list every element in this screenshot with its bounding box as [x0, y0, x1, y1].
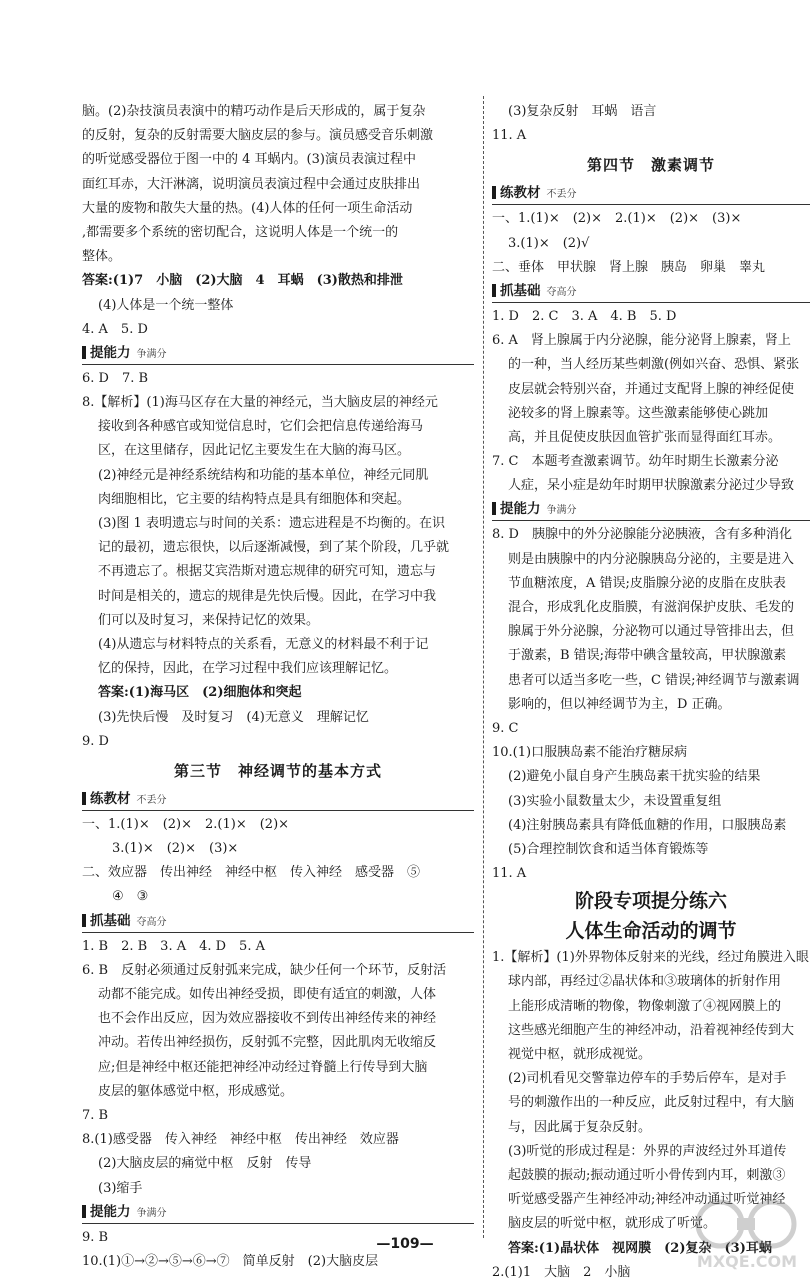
text-line: 号的刺激作出的一种反应，此反射过程中，有大脑 — [508, 1095, 795, 1111]
unit-title: 人体生命活动的调节 — [565, 920, 737, 943]
text-line: (2)避免小鼠自身产生胰岛素干扰实验的结果 — [508, 769, 761, 785]
header-bar-icon — [82, 914, 86, 927]
text-line: 1. B 2. B 3. A 4. D 5. A — [82, 938, 265, 954]
text-line: 皮层的躯体感觉中枢，形成感觉。 — [98, 1083, 294, 1099]
watermark-logo — [692, 1196, 802, 1276]
text-line: 7. B — [82, 1107, 109, 1123]
text-line: 听觉感受器产生神经冲动;神经冲动通过听觉神经 — [508, 1192, 786, 1208]
text-line: 接收到各种感官或知觉信息时，它们会把信息传递给海马 — [98, 419, 424, 435]
header-title: 抓基础 — [90, 912, 131, 929]
text-line: 脑。(2)杂技演员表演中的精巧动作是后天形成的，属于复杂 — [82, 104, 426, 119]
text-line: 6. D 7. B — [82, 370, 149, 386]
text-line: 11. A — [492, 128, 527, 144]
text-line: 球内部，再经过②晶状体和③玻璃体的折射作用 — [508, 974, 782, 990]
text-line: 则是由胰腺中的内分泌腺胰岛分泌的，主要是进入 — [508, 551, 795, 567]
text-line: 不再遗忘了。根据艾宾浩斯对遗忘规律的研究可知，遗忘与 — [98, 564, 437, 580]
text-line: 8. D 胰腺中的外分泌腺能分泌胰液，含有多种消化 — [492, 527, 792, 543]
text-line: 面红耳赤，大汗淋漓，说明演员表演过程中会通过皮肤排出 — [82, 176, 421, 192]
text-line: (3)缩手 — [98, 1180, 143, 1196]
text-line: 皮层就会特别兴奋，并通过支配肾上腺的神经促使 — [508, 381, 795, 397]
header-bar-icon — [82, 1205, 86, 1218]
section-title: 第三节 神经调节的基本方式 — [173, 761, 382, 780]
right-column — [492, 100, 810, 1285]
section-header — [82, 910, 474, 933]
header-subtitle: 争满分 — [136, 1207, 167, 1219]
text-line: 节血糖浓度，A 错误;皮脂腺分泌的皮脂在皮肤表 — [508, 575, 786, 591]
section-header — [492, 280, 810, 303]
text-line: ④ ③ — [112, 889, 149, 905]
header-title: 提能力 — [90, 1203, 131, 1220]
header-subtitle: 不丢分 — [546, 189, 577, 201]
text-line: (2)神经元是神经系统结构和功能的基本单位，神经元同肌 — [98, 467, 429, 483]
text-line: 8.(1)感受器 传入神经 神经中枢 传出神经 效应器 — [82, 1132, 399, 1148]
section-header — [492, 182, 810, 205]
text-line: 冲动。若传出神经损伤，反射弧不完整，因此肌肉无收缩反 — [98, 1035, 437, 1051]
text-line: (4)人体是一个统一整体 — [98, 297, 234, 313]
text-line: 记的最初，遗忘很快，以后逐渐减慢，到了某个阶段，几乎就 — [98, 540, 450, 556]
left-column — [82, 100, 474, 1274]
text-line: 大量的废物和散失大量的热。(4)人体的任何一项生命活动 — [82, 200, 413, 216]
header-subtitle: 争满分 — [546, 505, 577, 517]
text-line: 3.(1)× (2)√ — [508, 235, 590, 251]
section-header — [82, 788, 474, 811]
text-line: 一、1.(1)× (2)× 2.(1)× (2)× — [82, 816, 290, 832]
text-line: 时间是相关的，遗忘的规律是先快后慢。因此，在学习中我 — [98, 588, 437, 604]
header-subtitle: 争满分 — [136, 348, 167, 360]
text-line: 起鼓膜的振动;振动通过听小骨传到内耳，刺激③ — [508, 1167, 786, 1183]
text-line: (4)注射胰岛素具有降低血糖的作用，口服胰岛素 — [508, 817, 787, 833]
section-header — [82, 342, 474, 365]
text-line: 6. B 反射必须通过反射弧来完成，缺少任何一个环节，反射活 — [82, 962, 447, 978]
text-line: 人症，呆小症是幼年时期甲状腺激素分泌过少导致 — [508, 478, 795, 494]
watermark-icon — [692, 1196, 802, 1252]
text-line: 答案:(1)海马区 (2)细胞体和突起 — [98, 685, 302, 701]
text-line: 们可以及时复习，来保持记忆的效果。 — [98, 612, 320, 628]
text-line: 二、效应器 传出神经 神经中枢 传入神经 感受器 ⑤ — [82, 865, 421, 881]
text-line: (5)合理控制饮食和适当体育锻炼等 — [508, 841, 709, 857]
text-line: 与，因此属于复杂反射。 — [508, 1119, 652, 1135]
page-number: —109— — [376, 1236, 434, 1252]
text-line: (3)图 1 表明遗忘与时间的关系：遗忘进程是不均衡的。在识 — [98, 516, 445, 531]
text-line: 动都不能完成。如传出神经受损，即使有适宜的刺激，人体 — [98, 987, 437, 1002]
text-line: 二、垂体 甲状腺 肾上腺 胰岛 卵巢 睾丸 — [492, 259, 766, 275]
text-line: 高，并且促使皮肤因血管扩张而显得面红耳赤。 — [508, 429, 782, 445]
header-bar-icon — [82, 792, 86, 805]
text-line: 10.(1)口服胰岛素不能治疗糖尿病 — [492, 745, 688, 761]
header-bar-icon — [492, 284, 496, 297]
column-divider — [483, 96, 484, 1238]
section-header — [492, 498, 810, 521]
text-line: 忆的保持，因此，在学习过程中我们应该理解记忆。 — [98, 661, 398, 677]
text-line: 于激素，B 错误;海带中碘含量较高，甲状腺激素 — [508, 648, 787, 664]
header-subtitle: 夺高分 — [136, 916, 167, 928]
text-line: 这些感光细胞产生的神经冲动，沿着视神经传到大 — [508, 1022, 795, 1038]
text-line: 整体。 — [82, 249, 122, 265]
text-line: (3)实验小鼠数量太少，未设置重复组 — [508, 793, 722, 809]
text-line: (2)大脑皮层的痛觉中枢 反射 传导 — [98, 1156, 312, 1172]
watermark-text: MXQE.COM — [696, 1252, 798, 1271]
text-line: 区，在这里储存，因此记忆主要发生在大脑的海马区。 — [98, 443, 411, 459]
header-title: 练教材 — [90, 790, 131, 807]
text-line: 患者可以适当多吃一些，C 错误;神经调节与激素调 — [508, 672, 800, 688]
header-bar-icon — [492, 186, 496, 199]
text-line: 答案:(1)晶状体 视网膜 (2)复杂 (3)耳蜗 — [508, 1240, 772, 1256]
text-line: 1.【解析】(1)外界物体反射来的光线，经过角膜进入眼 — [492, 950, 809, 966]
section-title: 第四节 激素调节 — [586, 156, 715, 175]
text-line: 脑皮层的听觉中枢，就形成了听觉。 — [508, 1216, 717, 1232]
text-line: 9. B — [82, 1229, 109, 1245]
text-line: (3)先快后慢 及时复习 (4)无意义 理解记忆 — [98, 709, 369, 725]
unit-title: 阶段专项提分练六 — [574, 890, 727, 913]
text-line: (3)复杂反射 耳蜗 语言 — [508, 104, 657, 119]
text-line: 7. C 本题考查激素调节。幼年时期生长激素分泌 — [492, 454, 779, 470]
header-subtitle: 夺高分 — [546, 286, 577, 298]
header-title: 提能力 — [90, 344, 131, 361]
text-line: 混合，形成乳化皮脂膜，有滋润保护皮肤、毛发的 — [508, 600, 795, 615]
text-line: 1. D 2. C 3. A 4. B 5. D — [492, 308, 677, 324]
text-line: 视觉中枢，就形成视觉。 — [508, 1047, 652, 1062]
header-title: 抓基础 — [500, 282, 541, 299]
text-line: 的一种，当人经历某些刺激(例如兴奋、恐惧、紧张 — [508, 357, 800, 373]
text-line: 应;但是神经中枢还能把神经冲动经过脊髓上行传导到大脑 — [98, 1059, 428, 1075]
text-line: 6. A 肾上腺属于内分泌腺，能分泌肾上腺素，肾上 — [492, 333, 791, 349]
text-line: (4)从遗忘与材料特点的关系看，无意义的材料最不利于记 — [98, 636, 429, 652]
text-line: 肉细胞相比，它主要的结构特点是具有细胞体和突起。 — [98, 491, 411, 507]
text-line: 泌较多的肾上腺素等。这些激素能够使心跳加 — [508, 405, 769, 421]
text-line: (2)司机看见交警靠边停车的手势后停车，是对手 — [508, 1071, 787, 1087]
header-bar-icon — [492, 502, 496, 515]
text-line: 11. A — [492, 866, 527, 882]
header-title: 练教材 — [500, 185, 541, 202]
text-line: 上能形成清晰的物像，物像刺激了④视网膜上的 — [508, 998, 782, 1014]
text-line: 腺属于外分泌腺，分泌物可以通过导管排出去，但 — [508, 624, 795, 640]
text-line: 一、1.(1)× (2)× 2.(1)× (2)× (3)× — [492, 211, 742, 227]
section-header — [82, 1201, 474, 1224]
text-line: 9. D — [82, 733, 109, 749]
text-line: 的反射，复杂的反射需要大脑皮层的参与。演员感受音乐刺激 — [82, 128, 434, 144]
text-line: 2.(1)1 大脑 2 小脑 — [492, 1264, 631, 1280]
text-line: 8.【解析】(1)海马区存在大量的神经元，当大脑皮层的神经元 — [82, 395, 438, 411]
text-line: 影响的，但以神经调节为主，D 正确。 — [508, 696, 731, 712]
text-line: 4. A 5. D — [82, 321, 148, 337]
text-line: 答案:(1)7 小脑 (2)大脑 4 耳蜗 (3)散热和排泄 — [82, 273, 403, 289]
header-bar-icon — [82, 346, 86, 359]
text-line: 也不会作出反应，因为效应器接收不到传出神经传来的神经 — [98, 1011, 437, 1027]
text-line: 10.(1)①→②→⑤→⑥→⑦ 简单反射 (2)大脑皮层 — [82, 1253, 379, 1269]
header-subtitle: 不丢分 — [136, 794, 167, 806]
text-line: 9. C — [492, 720, 519, 736]
text-line: 3.(1)× (2)× (3)× — [112, 841, 239, 857]
text-line: 的听觉感受器位于图一中的 4 耳蜗内。(3)演员表演过程中 — [82, 152, 416, 168]
header-title: 提能力 — [500, 501, 541, 518]
text-line: ,都需要多个系统的密切配合，这说明人体是一个统一的 — [82, 224, 399, 240]
text-line: (3)听觉的形成过程是：外界的声波经过外耳道传 — [508, 1143, 787, 1159]
